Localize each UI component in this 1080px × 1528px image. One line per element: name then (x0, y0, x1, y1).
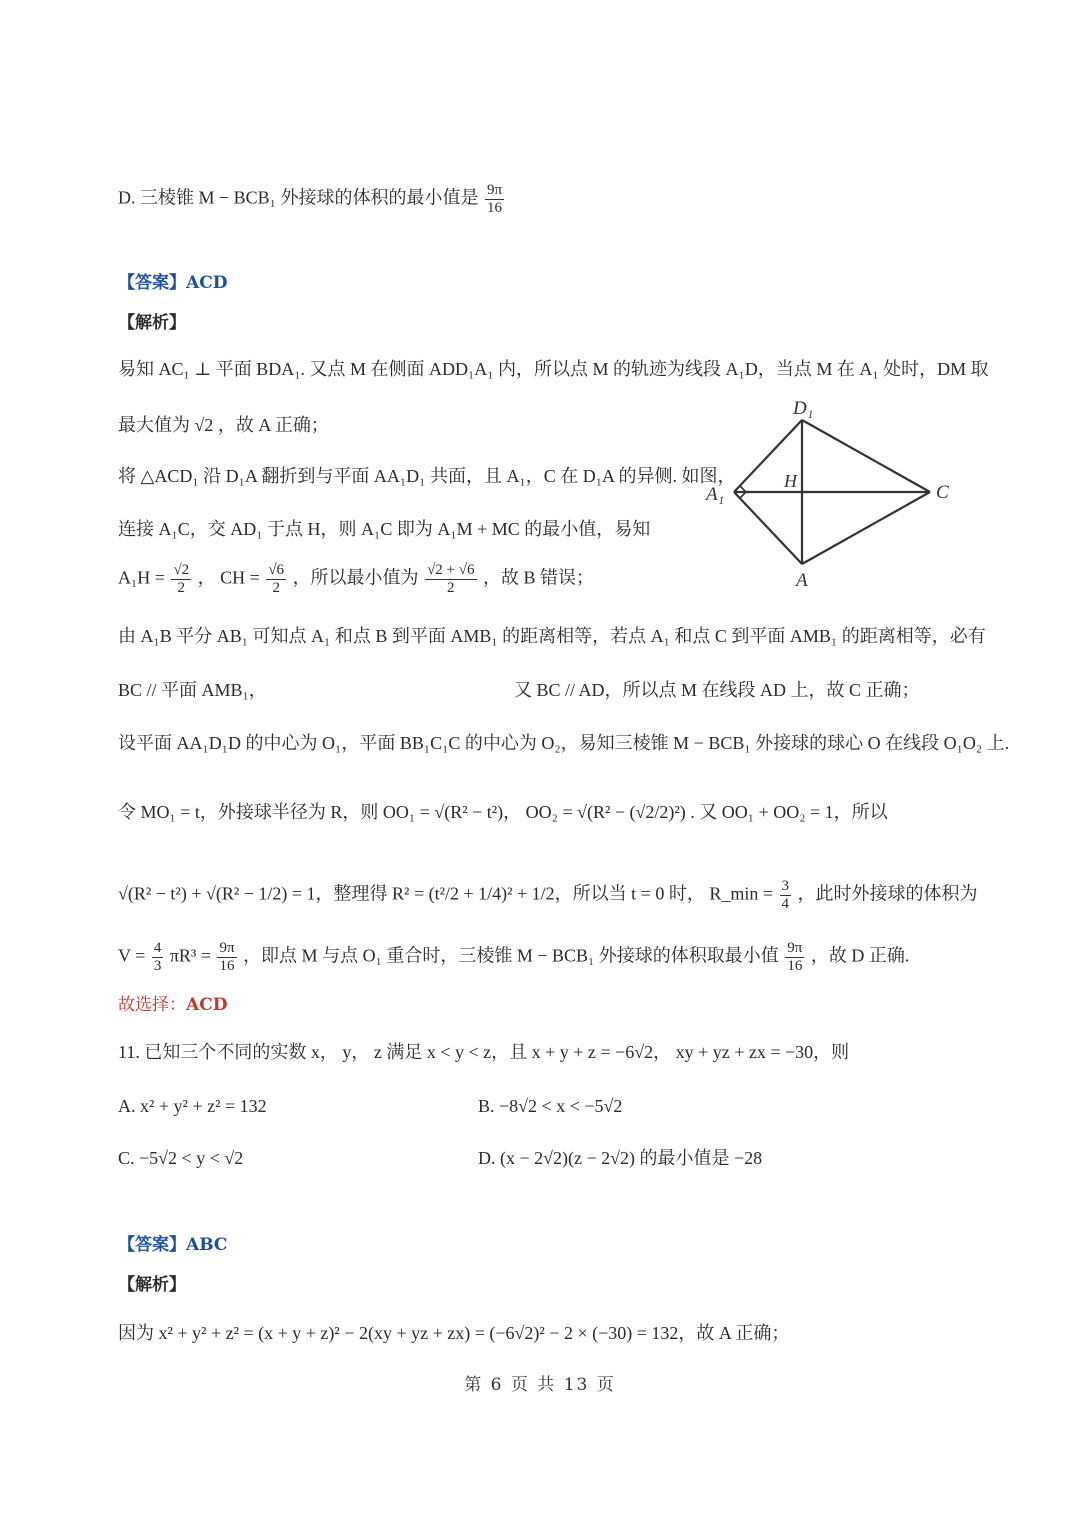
solution-line-7b: 又 BC // AD，所以点 M 在线段 AD 上，故 C 正确； (514, 680, 920, 700)
fraction-9pi-16: $\frac{9\pi}{16}$ (486, 182, 503, 216)
solution-line-11: V = $\frac{4}{3}$ πR³ = $\frac{9\pi}{16}$ ，即点 M 与点 O₁ 重合时，三棱锥 M − BCB₁ 外接球的体积取最小值 $\frac{9\pi}{16}$ ，故 D 正确. (118, 940, 910, 974)
q11-option-b: B. −8√2 < x < −5√2 (478, 1096, 623, 1116)
solution-line-8: 设平面 AA₁D₁D 的中心为 O₁，平面 BB₁C₁C 的中心为 O₂，易知三棱锥 M − BCB₁ 外接球的球心 O 在线段 O₁O₂ 上. (118, 733, 1010, 753)
solution-line-9: 令 MO₁ = t，外接球半径为 R，则 OO₁ = √(R² − t²)， OO₂ = √(R² − (√2/2)²) . 又 OO₁ + OO₂ = 1，所以 (118, 802, 888, 822)
fraction-9pi-16-c: $\frac{9\pi}{16}$ (787, 940, 803, 974)
answer-heading-2: 【答案】ABC (118, 1235, 228, 1255)
solution-line-1: 易知 AC₁ ⊥ 平面 BDA₁. 又点 M 在侧面 ADD₁A₁ 内，所以点 M 的轨迹为线段 A₁D，当点 M 在 A₁ 处时，DM 取 (118, 359, 989, 379)
rhombus-figure (700, 394, 960, 594)
label-C: C (936, 482, 949, 503)
fraction-root2-over-2: $\frac{√2}{2}$ (173, 562, 190, 596)
fraction-9pi-16-b: $\frac{9\pi}{16}$ (219, 940, 235, 974)
solution-line-2: 最大值为 √2 ，故 A 正确； (118, 415, 329, 435)
q11-option-c: C. −5√2 < y < √2 (118, 1148, 244, 1168)
label-A: A (796, 570, 808, 591)
solution-line-7: BC // 平面 AMB₁， (118, 680, 267, 700)
label-D1: D₁ (793, 398, 814, 419)
label-H: H (784, 471, 797, 491)
analysis-heading-2: 【解析】 (118, 1275, 186, 1295)
solution-line-5: A₁H = $\frac{√2}{2}$ ， CH = $\frac{√6}{2}$ ，所以最小值为 $\frac{√2 + √6}{2}$ ，故 B 错误； (118, 562, 595, 596)
analysis-heading-1: 【解析】 (118, 313, 186, 333)
answer-heading-1: 【答案】ACD (118, 273, 228, 293)
label-A1: A₁ (706, 484, 725, 505)
q11-option-d: D. (x − 2√2)(z − 2√2) 的最小值是 −28 (478, 1148, 763, 1168)
q11-option-a: A. x² + y² + z² = 132 (118, 1096, 267, 1116)
solution-line-10: √(R² − t²) + √(R² − 1/2) = 1，整理得 R² = (t²/2 + 1/4)² + 1/2，所以当 t = 0 时， R_min = $\frac{3}{4}$ ，此时外接球的体积为 (118, 878, 978, 912)
fraction-4-3: $\frac{4}{3}$ (153, 940, 162, 974)
fraction-root6-over-2: $\frac{√6}{2}$ (268, 562, 285, 596)
solution-line-3: 将 △ACD₁ 沿 D₁A 翻折到与平面 AA₁D₁ 共面，且 A₁，C 在 D₁A 的异侧. 如图， (118, 466, 736, 486)
prev-option-d: D. 三棱锥 M − BCB₁ 外接球的体积的最小值是 $\frac{9\pi}{16}$ (118, 182, 503, 216)
fraction-3-4: $\frac{3}{4}$ (781, 878, 790, 912)
fraction-sum-roots: $\frac{√2 + √6}{2}$ (427, 562, 475, 596)
final-choice-1: 故选择：ACD (118, 995, 228, 1015)
solution-line-4: 连接 A₁C，交 AD₁ 于点 H，则 A₁C 即为 A₁M + MC 的最小值，易知 (118, 519, 651, 539)
question-11-stem: 11. 已知三个不同的实数 x， y， z 满足 x < y < z，且 x + y + z = −6√2， xy + yz + zx = −30，则 (118, 1042, 850, 1062)
page-footer: 第 6 页 共 13 页 (464, 1375, 616, 1395)
solution-line-6: 由 A₁B 平分 AB₁ 可知点 A₁ 和点 B 到平面 AMB₁ 的距离相等，若点 A₁ 和点 C 到平面 AMB₁ 的距离相等，必有 (118, 626, 986, 646)
solution-q11-line-1: 因为 x² + y² + z² = (x + y + z)² − 2(xy + yz + zx) = (−6√2)² − 2 × (−30) = 132，故 A 正确； (118, 1323, 790, 1343)
